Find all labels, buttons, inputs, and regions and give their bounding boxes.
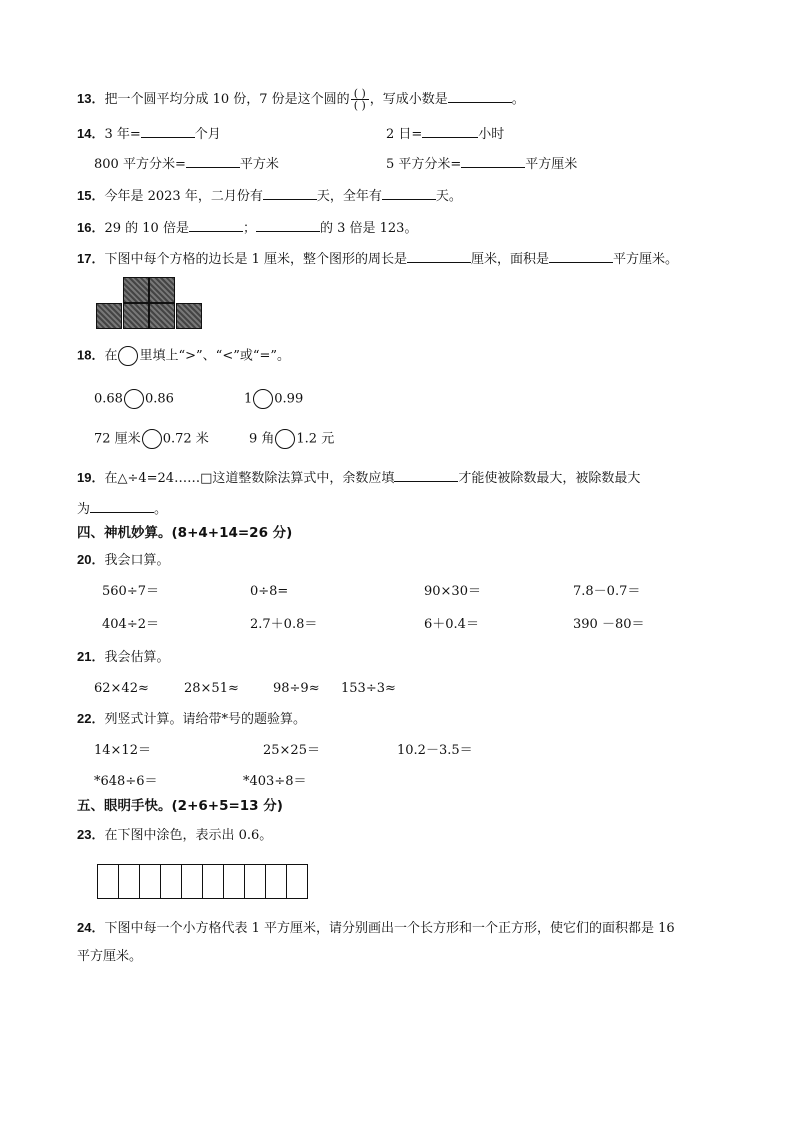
question-text: 5 平方分米=: [386, 157, 462, 172]
question-16: [77, 218, 417, 238]
question-text: 在下图中涂色，表示出 0.6。: [104, 828, 273, 843]
question-text: 800 平方分米=: [94, 157, 186, 172]
vertical-calc-item: 25×25＝: [263, 743, 320, 758]
answer-blank[interactable]: [263, 186, 317, 200]
strip-cell[interactable]: [287, 865, 308, 898]
question-24-line1: [77, 919, 675, 938]
question-text: 我会口算。: [104, 553, 170, 568]
question-14-b: [386, 124, 504, 144]
oral-calc-item: 404÷2＝: [102, 617, 159, 632]
grid-square: [123, 277, 149, 303]
compare-right: 0.72 米: [162, 431, 209, 447]
strip-cell[interactable]: [119, 865, 140, 898]
compare-right: 1.2 元: [296, 431, 335, 447]
question-number: 22．: [77, 711, 105, 726]
question-22: [77, 710, 306, 729]
question-text: 个月: [194, 127, 221, 142]
question-text: 。: [511, 92, 525, 107]
question-number: 19．: [77, 470, 105, 485]
question-text: 下图中每个方格的边长是 1 厘米，整个图形的周长是: [104, 252, 408, 267]
strip-cell[interactable]: [161, 865, 182, 898]
question-text: 把一个圆平均分成 10 份，7 份是这个圆的: [104, 92, 350, 107]
answer-blank[interactable]: [448, 89, 512, 103]
question-21: [77, 648, 169, 667]
compare-left: 0.68: [94, 391, 123, 407]
answer-blank[interactable]: [382, 186, 436, 200]
question-15: [77, 186, 462, 206]
question-19-line2: [77, 499, 167, 519]
question-number: 14．: [77, 126, 105, 141]
vertical-calc-item: 10.2－3.5＝: [397, 743, 473, 758]
strip-cell[interactable]: [266, 865, 287, 898]
section-heading: 四、神机妙算。(8+4+14=26 分): [77, 525, 293, 541]
section-heading: 五、眼明手快。(2+6+5=13 分): [77, 798, 283, 814]
answer-blank[interactable]: [461, 154, 525, 168]
oral-calc-item: 0÷8=: [250, 584, 289, 599]
question-text: 下图中每一个小方格代表 1 平方厘米，请分别画出一个长方形和一个正方形，使它们的面积都是 16: [104, 921, 675, 936]
compare-left: 9 角: [249, 431, 275, 447]
strip-cell[interactable]: [140, 865, 161, 898]
vertical-calc-item: *648÷6＝: [94, 774, 158, 789]
answer-blank[interactable]: [549, 249, 613, 263]
question-17: [77, 249, 678, 269]
compare-circle[interactable]: [275, 429, 295, 449]
question-20: [77, 551, 169, 570]
question-text: 在△÷4=24……□这道整数除法算式中，余数应填: [104, 471, 395, 486]
compare-right: 0.99: [274, 391, 304, 407]
question-14-d: [386, 154, 577, 174]
question-text: 29 的 10 倍是: [104, 221, 189, 236]
question-text: 天。: [435, 189, 462, 204]
question-text: 厘米，面积是: [471, 252, 550, 267]
fraction-denominator: ( ): [353, 99, 366, 112]
grid-figure: [96, 277, 204, 330]
question-text: 天，全年有: [316, 189, 382, 204]
question-text: ，写成小数是: [369, 92, 448, 107]
question-number: 13．: [77, 91, 105, 106]
answer-blank[interactable]: [189, 218, 243, 232]
question-23: [77, 826, 272, 845]
vertical-calc-item: *403÷8＝: [243, 774, 307, 789]
question-text: 平方米: [239, 157, 279, 172]
question-text: 才能使被除数最大，被除数最大: [458, 471, 641, 486]
compare-circle[interactable]: [142, 429, 162, 449]
question-text: 小时: [478, 127, 505, 142]
strip-cell[interactable]: [182, 865, 203, 898]
question-text: 2 日=: [386, 127, 423, 142]
question-text: 平方厘米。: [613, 252, 679, 267]
compare-circle-icon: [118, 346, 138, 366]
strip-cell[interactable]: [224, 865, 245, 898]
oral-calc-item: 90×30＝: [424, 584, 481, 599]
question-14-c: [94, 154, 279, 174]
fraction-numerator: ( ): [351, 88, 369, 100]
oral-calc-item: 6＋0.4＝: [424, 617, 479, 632]
answer-blank[interactable]: [407, 249, 471, 263]
estimate-item: 98÷9≈: [273, 681, 320, 696]
coloring-strip[interactable]: [97, 864, 308, 899]
question-text: 的 3 倍是 123。: [319, 221, 418, 236]
compare-left: 72 厘米: [94, 431, 141, 447]
question-number: 21．: [77, 649, 105, 664]
question-text: ；: [242, 221, 256, 236]
oral-calc-item: 2.7＋0.8＝: [250, 617, 318, 632]
question-13: [77, 88, 525, 111]
compare-item: [249, 429, 334, 449]
question-number: 18．: [77, 347, 105, 363]
estimate-item: 153÷3≈: [341, 681, 396, 696]
estimate-item: 28×51≈: [184, 681, 239, 696]
question-text: 为: [77, 502, 91, 517]
compare-right: 0.86: [144, 391, 174, 407]
compare-item: [94, 389, 174, 409]
question-number: 20．: [77, 552, 105, 567]
grid-square: [96, 303, 122, 329]
question-19-line1: [77, 468, 640, 488]
question-18: [77, 346, 290, 366]
question-14-row1: [77, 124, 221, 144]
answer-blank[interactable]: [141, 124, 195, 138]
answer-blank[interactable]: [394, 468, 458, 482]
compare-item: [244, 389, 303, 409]
question-text: 我会估算。: [104, 650, 170, 665]
strip-cell[interactable]: [98, 865, 119, 898]
grid-square: [149, 303, 175, 329]
question-number: 15．: [77, 188, 105, 203]
strip-cell[interactable]: [245, 865, 266, 898]
answer-blank[interactable]: [90, 499, 154, 513]
grid-square: [176, 303, 202, 329]
strip-cell[interactable]: [203, 865, 224, 898]
oral-calc-item: 7.8－0.7＝: [573, 584, 641, 599]
answer-blank[interactable]: [422, 124, 478, 138]
question-text: 今年是 2023 年，二月份有: [104, 189, 263, 204]
question-text: 列竖式计算。请给带*号的题验算。: [104, 712, 306, 727]
question-number: 24．: [77, 920, 105, 935]
fraction-blank[interactable]: [351, 88, 369, 111]
compare-circle[interactable]: [253, 389, 273, 409]
question-text: 3 年=: [104, 127, 141, 142]
oral-calc-item: 560÷7＝: [102, 584, 159, 599]
compare-left: 1: [244, 391, 253, 407]
question-text: 里填上“>”、“<”或“=”。: [139, 348, 291, 364]
oral-calc-item: 390 －80＝: [573, 617, 645, 632]
compare-circle[interactable]: [124, 389, 144, 409]
question-24-line2: 平方厘米。: [77, 949, 143, 964]
question-text: 平方厘米: [525, 157, 578, 172]
answer-blank[interactable]: [256, 218, 320, 232]
grid-square: [123, 303, 149, 329]
vertical-calc-item: 14×12＝: [94, 743, 151, 758]
question-text: 。: [154, 502, 168, 517]
estimate-item: 62×42≈: [94, 681, 149, 696]
question-text: 在: [104, 348, 118, 364]
question-number: 17．: [77, 251, 105, 266]
answer-blank[interactable]: [186, 154, 240, 168]
grid-square: [149, 277, 175, 303]
compare-item: [94, 429, 209, 449]
question-number: 23．: [77, 827, 105, 842]
question-number: 16．: [77, 220, 105, 235]
